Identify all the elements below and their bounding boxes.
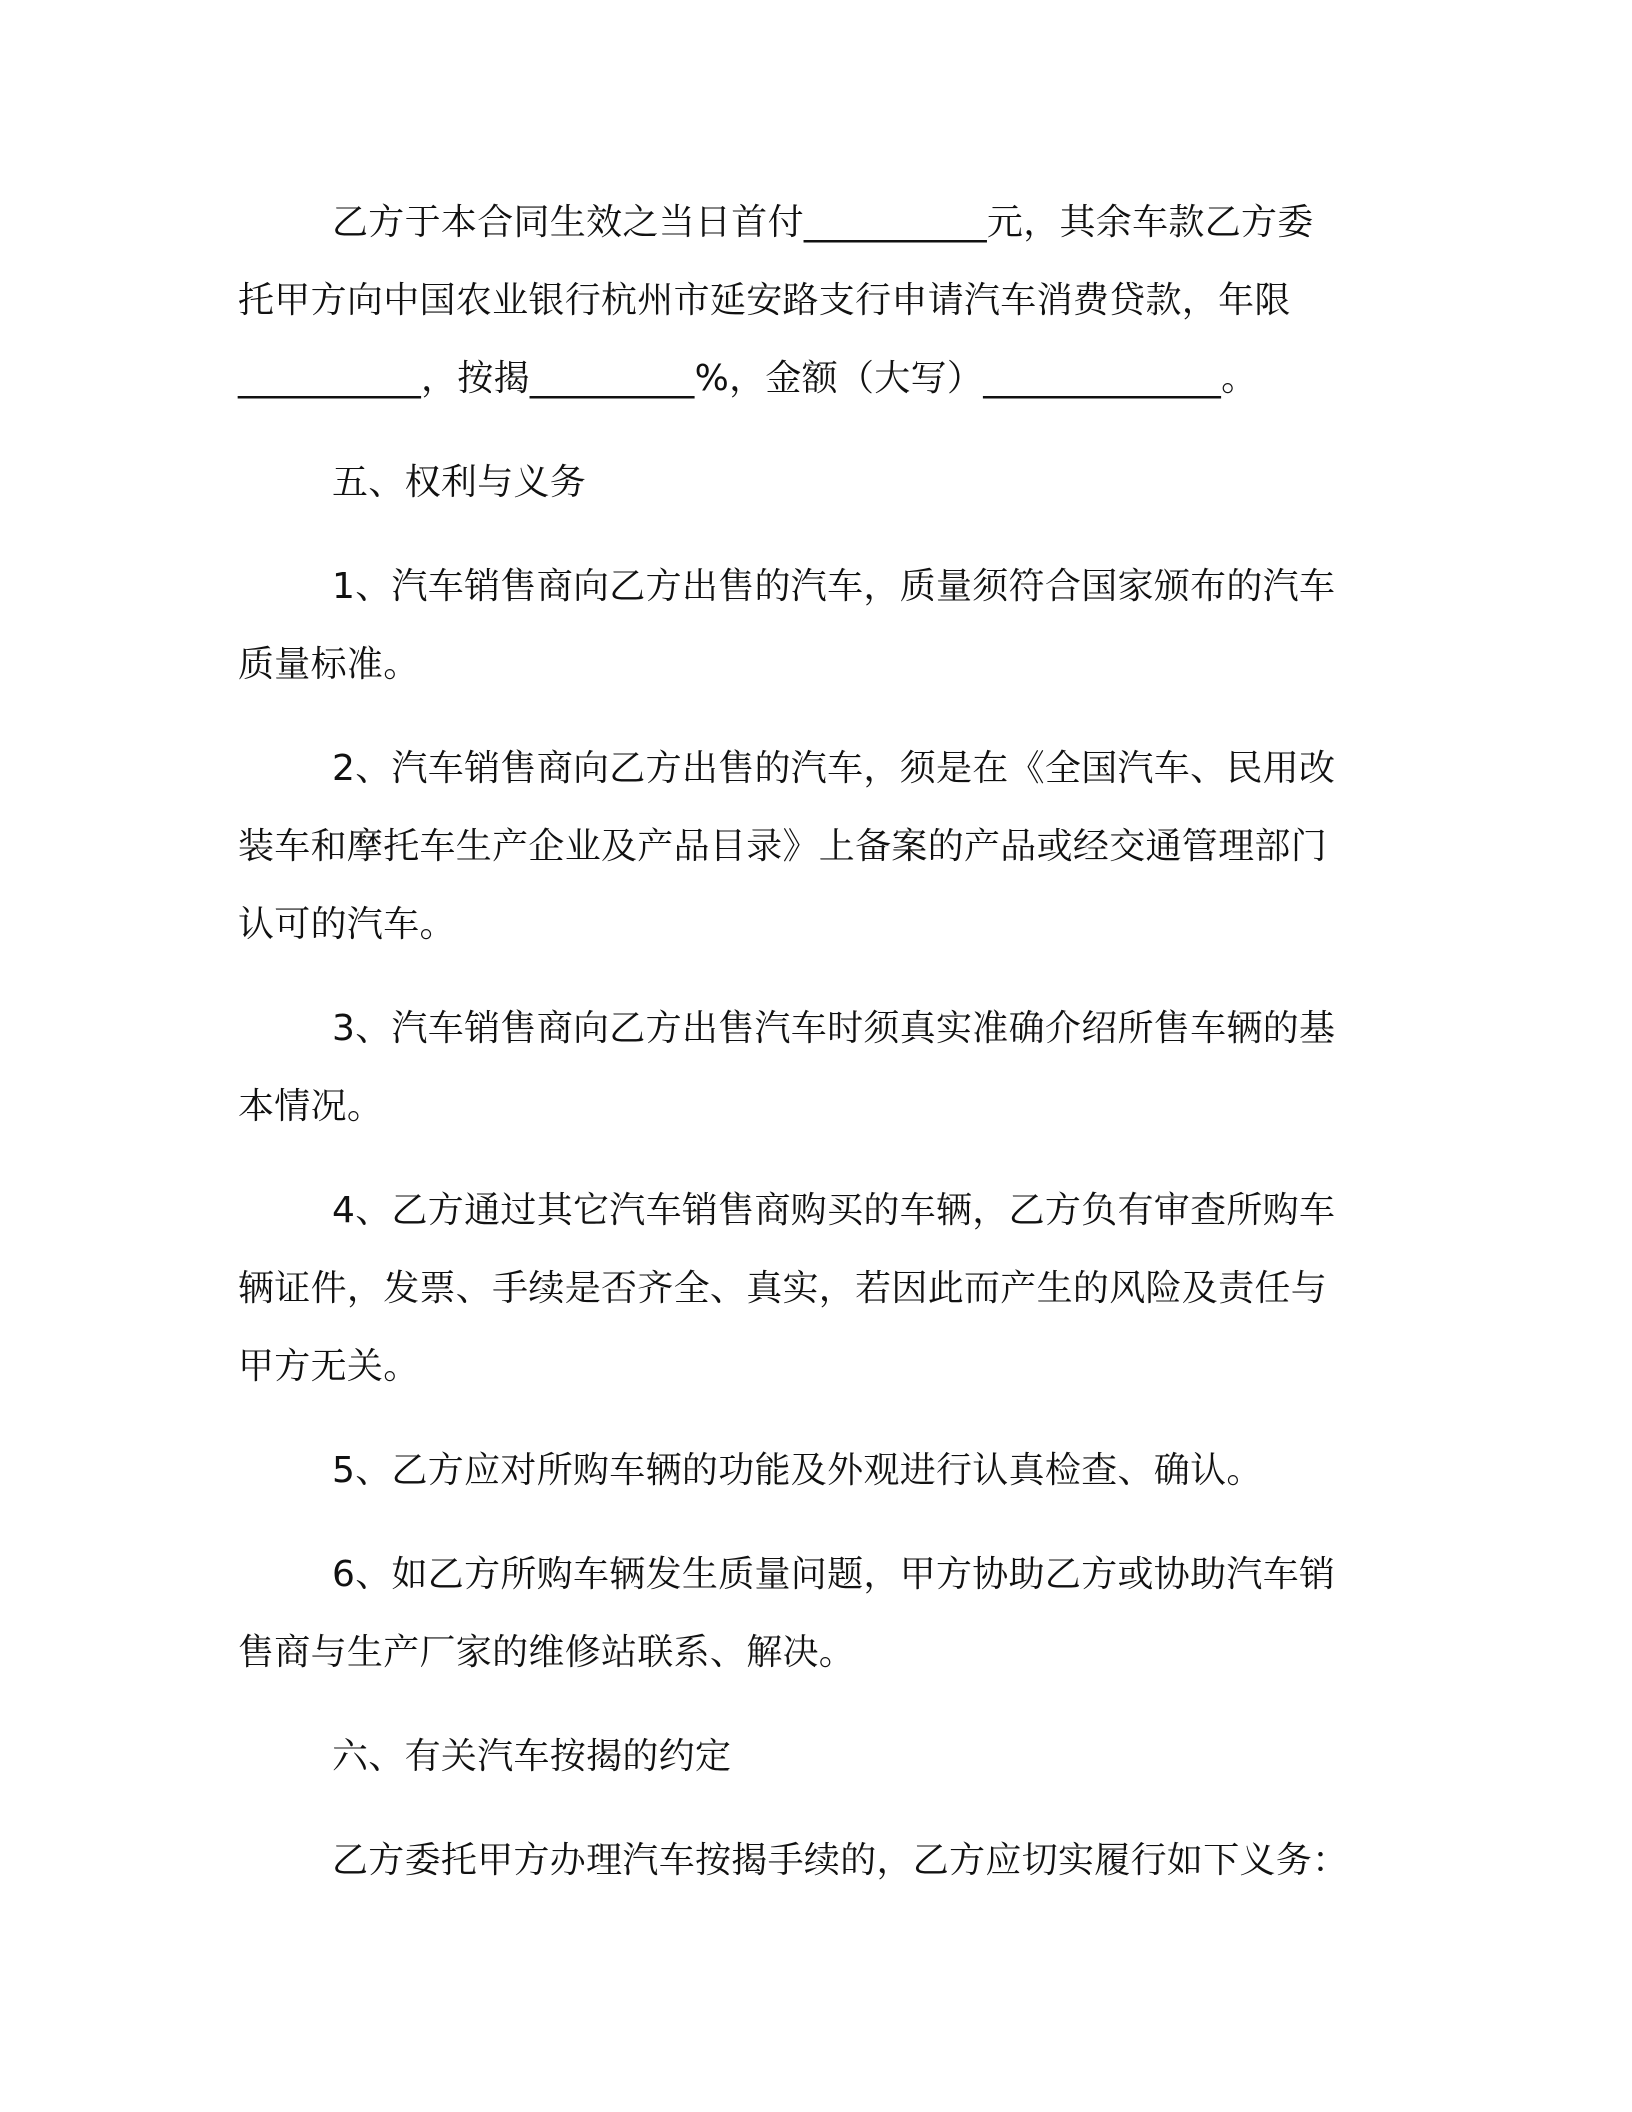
text-line: 2、汽车销售商向乙方出售的汽车，须是在《全国汽车、民用改 — [332, 748, 1336, 789]
paragraph-down-payment — [238, 184, 1358, 418]
clause-1 — [238, 548, 1358, 704]
section-heading-rights-obligations — [238, 444, 1358, 522]
text-line: 装车和摩托车生产企业及产品目录》上备案的产品或经交通管理部门 — [238, 826, 1328, 867]
text-line: 4、乙方通过其它汽车销售商购买的车辆，乙方负有审查所购车 — [332, 1190, 1336, 1231]
text-line: 5、乙方应对所购车辆的功能及外观进行认真检查、确认。 — [332, 1450, 1263, 1491]
paragraph-mortgage-obligations — [238, 1822, 1358, 1900]
clause-4 — [238, 1172, 1358, 1406]
text-line: 托甲方向中国农业银行杭州市延安路支行申请汽车消费贷款，年限 — [238, 280, 1291, 321]
clause-5 — [238, 1432, 1358, 1510]
text-line: 乙方于本合同生效之当日首付__________元，其余车款乙方委 — [332, 202, 1314, 243]
text-line: 辆证件，发票、手续是否齐全、真实，若因此而产生的风险及责任与 — [238, 1268, 1328, 1309]
text-line: 售商与生产厂家的维修站联系、解决。 — [238, 1632, 856, 1673]
text-line: 认可的汽车。 — [238, 904, 456, 945]
text-line: __________，按揭_________%，金额（大写）_____________。 — [238, 358, 1258, 399]
text-line: 甲方无关。 — [238, 1346, 420, 1387]
text-line: 乙方委托甲方办理汽车按揭手续的，乙方应切实履行如下义务： — [332, 1840, 1349, 1881]
clause-2 — [238, 730, 1358, 964]
text-line: 本情况。 — [238, 1086, 384, 1127]
heading-text: 五、权利与义务 — [332, 462, 587, 503]
text-line: 3、汽车销售商向乙方出售汽车时须真实准确介绍所售车辆的基 — [332, 1008, 1336, 1049]
text-line: 质量标准。 — [238, 644, 420, 685]
text-line: 6、如乙方所购车辆发生质量问题，甲方协助乙方或协助汽车销 — [332, 1554, 1336, 1595]
clause-6 — [238, 1536, 1358, 1692]
section-heading-mortgage — [238, 1718, 1358, 1796]
heading-text: 六、有关汽车按揭的约定 — [332, 1736, 732, 1777]
clause-3 — [238, 990, 1358, 1146]
text-line: 1、汽车销售商向乙方出售的汽车，质量须符合国家颁布的汽车 — [332, 566, 1336, 607]
document-body — [238, 184, 1358, 1926]
